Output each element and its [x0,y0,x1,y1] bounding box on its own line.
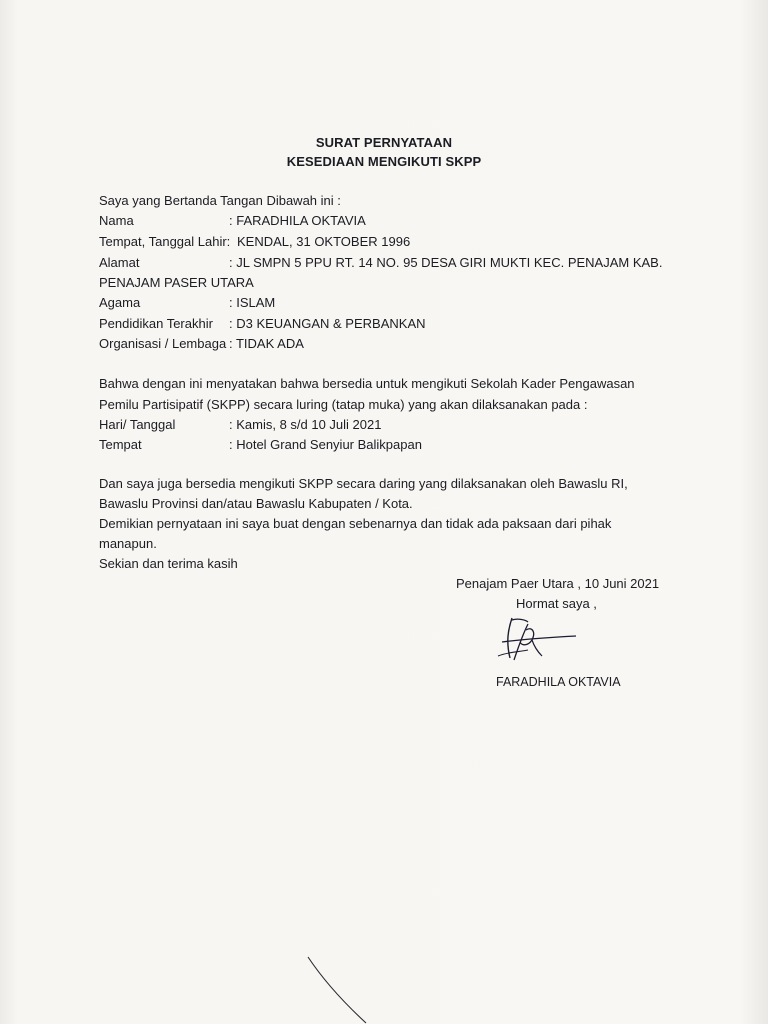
intro-text: Saya yang Bertanda Tangan Dibawah ini : [99,193,341,208]
statement-line-1: Bahwa dengan ini menyatakan bahwa bersedia untuk mengikuti Sekolah Kader Pengawasan [99,376,635,391]
day-label: Hari/ Tanggal [99,417,176,432]
address-label: Alamat [99,255,140,270]
closing-line-2: Bawaslu Provinsi dan/atau Bawaslu Kabupaten / Kota. [99,496,413,511]
regards-text: Hormat saya , [516,596,597,611]
organization-value: : TIDAK ADA [229,336,304,351]
name-value: : FARADHILA OKTAVIA [229,213,366,228]
education-value: : D3 KEUANGAN & PERBANKAN [229,316,426,331]
address-continuation: PENAJAM PASER UTARA [99,275,254,290]
closing-line-5: Sekian dan terima kasih [99,556,238,571]
address-value: : JL SMPN 5 PPU RT. 14 NO. 95 DESA GIRI MUKTI KEC. PENAJAM KAB. [229,255,663,270]
signatory-name: FARADHILA OKTAVIA [496,675,621,689]
place-value: : Hotel Grand Senyiur Balikpapan [229,437,422,452]
birth-value: KENDAL, 31 OKTOBER 1996 [237,234,411,249]
place-label: Tempat [99,437,142,452]
closing-line-3: Demikian pernyataan ini saya buat dengan sebenarnya dan tidak ada paksaan dari pihak [99,516,612,531]
day-value: : Kamis, 8 s/d 10 Juli 2021 [229,417,382,432]
birth-label: Tempat, Tanggal Lahir: [99,234,231,249]
stray-pen-mark [300,955,380,1024]
education-label: Pendidikan Terakhir [99,316,213,331]
document-subtitle: KESEDIAAN MENGIKUTI SKPP [286,154,482,169]
signature-icon [488,612,588,672]
place-date: Penajam Paer Utara , 10 Juni 2021 [456,576,660,591]
closing-line-1: Dan saya juga bersedia mengikuti SKPP secara daring yang dilaksanakan oleh Bawaslu RI, [99,476,628,491]
closing-line-4: manapun. [99,536,157,551]
organization-label: Organisasi / Lembaga [99,336,227,351]
statement-line-2: Pemilu Partisipatif (SKPP) secara luring (tatap muka) yang akan dilaksanakan pada : [99,397,588,412]
religion-value: : ISLAM [229,295,276,310]
document-title: SURAT PERNYATAAN [315,135,453,150]
name-label: Nama [99,213,134,228]
religion-label: Agama [99,295,141,310]
